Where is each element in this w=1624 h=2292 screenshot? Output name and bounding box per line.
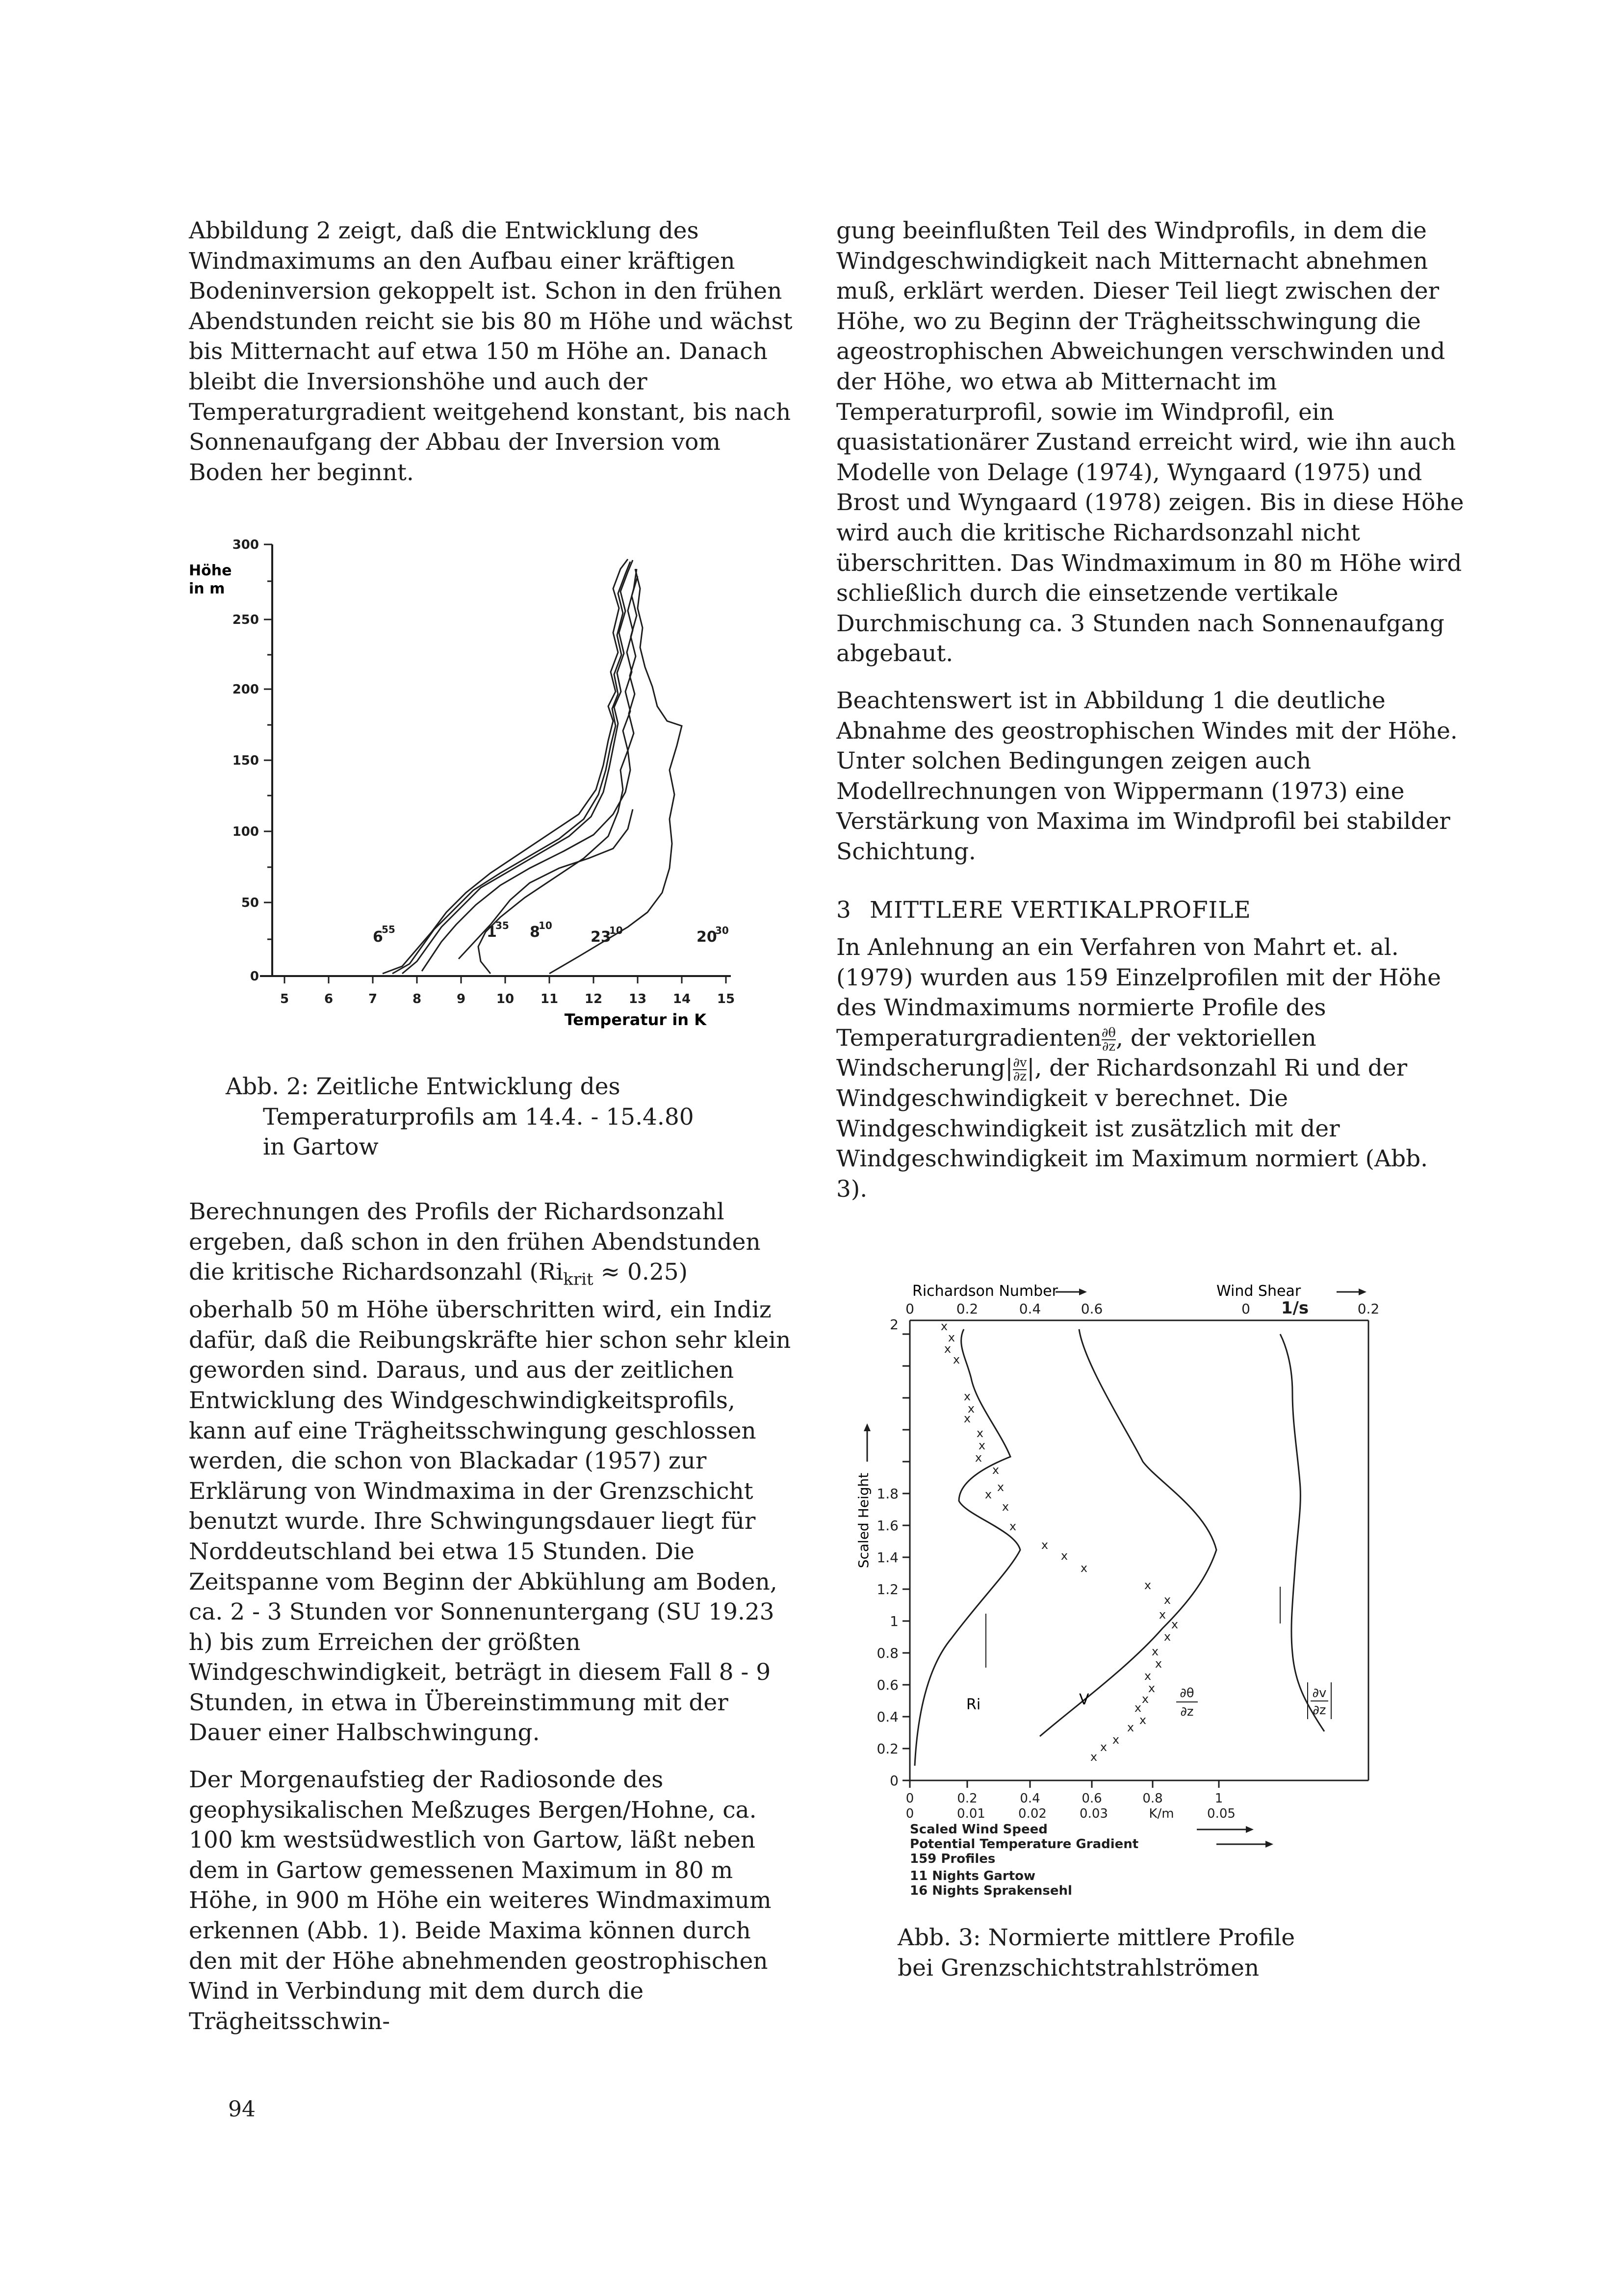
v-label: V (1079, 1691, 1089, 1708)
svg-text:x: x (1100, 1740, 1108, 1754)
dv-dz-label (1308, 1682, 1331, 1719)
section-heading (836, 895, 1464, 926)
y-tick-label: 1.4 (876, 1549, 899, 1566)
curve-label-sup: 55 (382, 924, 395, 935)
svg-text:x: x (1090, 1750, 1098, 1764)
legend-item: Potential Temperature Gradient (910, 1837, 1139, 1852)
x-tick-label: 5 (280, 992, 289, 1006)
svg-text:x: x (1002, 1500, 1009, 1514)
x-tick-label: 8 (412, 992, 422, 1006)
svg-text:x: x (1171, 1618, 1179, 1631)
svg-text:x: x (1080, 1561, 1088, 1575)
figure-3-legend-extra (910, 1869, 1302, 1908)
svg-text:x: x (1144, 1669, 1152, 1683)
caption-line: Abb. 2: Zeitliche Entwicklung des (226, 1073, 620, 1100)
paragraph: Beachtenswert ist in Abbildung 1 die deutliche Abnahme des geostrophischen Windes mit der Höhe. Unter solchen Bedingungen zeigen auch Modellrechnungen von Wippermann (1973) eine Verstärkung von Maxima im Windprofil bei stabilder Schichtung. (836, 687, 1458, 865)
caption-line: Temperaturprofils am 14.4. - 15.4.80 (263, 1103, 694, 1131)
paragraph: Der Morgenaufstieg der Radiosonde des geophysikalischen Meßzuges Bergen/Hohne, ca. 100 km westsüdwestlich von Gartow, läßt neben dem in Gartow gemessenen Maximum in 80 m Höhe, in 900 m Höhe ein weiteres Windmaximum erkennen (Abb. 1). Beide Maxima können durch den mit der Höhe abnehmenden geostrophischen Wind in Verbindung mit dem durch die Trägheitsschwin- (189, 1766, 772, 2035)
svg-text:x: x (1041, 1538, 1049, 1552)
legend-item: Scaled Wind Speed (910, 1822, 1048, 1837)
y-tick-label: 0.2 (876, 1741, 899, 1757)
y-tick-label: 200 (232, 682, 259, 697)
y-axis-label: Höhe (189, 562, 232, 579)
svg-text:∂z: ∂z (1313, 1703, 1326, 1718)
y-tick-label: 0.4 (876, 1709, 899, 1725)
svg-text:x: x (963, 1412, 971, 1425)
svg-text:x: x (1144, 1578, 1152, 1592)
top-tick-label: 0 (1241, 1301, 1250, 1317)
bottom-tick-label: 0.05 (1207, 1806, 1236, 1821)
left-column-lower (189, 1197, 797, 2036)
svg-text:∂z: ∂z (1180, 1704, 1194, 1719)
svg-text:x: x (953, 1353, 960, 1366)
svg-text:x: x (1163, 1593, 1171, 1607)
y-tick-label: 2 (890, 1316, 899, 1333)
svg-text:x: x (1139, 1713, 1147, 1727)
svg-text:x: x (967, 1402, 975, 1416)
section-number: 3 (836, 897, 851, 924)
svg-text:x: x (975, 1451, 982, 1465)
profile-2310 (478, 569, 637, 974)
svg-text:x: x (1127, 1721, 1134, 1734)
y-tick-label: 1.2 (876, 1581, 899, 1597)
x-tick-label: 7 (368, 992, 378, 1006)
y-tick-label: 250 (232, 613, 259, 627)
bottom-tick-label: 0.4 (1020, 1791, 1040, 1806)
paragraph-part: , der vektoriellen Windscherung (836, 1024, 1316, 1082)
x-tick-label: 6 (324, 992, 334, 1006)
y-tick-label: 1.6 (876, 1518, 899, 1534)
fraction-top: ∂v (1013, 1056, 1027, 1071)
curve-label: 20 (696, 928, 717, 946)
legend-item: 11 Nights Gartow (910, 1869, 1036, 1883)
x-tick-label: 13 (628, 992, 647, 1006)
svg-text:x: x (963, 1390, 971, 1403)
bottom-tick-label: 0.8 (1142, 1791, 1163, 1806)
x-tick-label: 12 (584, 992, 603, 1006)
x-tick-label: 11 (540, 992, 559, 1006)
fraction-bottom: ∂z (1013, 1069, 1027, 1084)
top-tick-label: 1/s (1281, 1298, 1309, 1318)
paragraph: In Anlehnung an ein Verfahren von Mahrt et. al. (1979) wurden aus 159 Einzelprofilen mit der Höhe des Windmaximums normierte Profile des Temperaturgradienten $\frac{\partial\theta}{\partial z}$ , der vektoriellen Windscherung| $\frac{\partial v}{\partial z}$ |, der Richardsonzahl Ri und der Windgeschwindigkeit v berechnet. Die Windgeschwindigkeit ist zusätzlich mit der Windgeschwindigkeit im Maximum normiert (Abb. 3). (836, 934, 1441, 1203)
svg-text:∂v: ∂v (1312, 1686, 1327, 1700)
svg-text:x: x (1141, 1692, 1149, 1706)
caption-line: bei Grenzschichtstrahlströmen (898, 1954, 1260, 1982)
bottom-tick-label: 0 (905, 1791, 914, 1806)
svg-text:x: x (1148, 1681, 1156, 1695)
caption-line: Abb. 3: Normierte mittlere Profile (898, 1924, 1295, 1951)
bottom-tick-label: 1 (1214, 1791, 1223, 1806)
top-tick-label: 0 (905, 1301, 914, 1317)
y-tick-label: 0.6 (876, 1677, 899, 1693)
legend-item: 159 Profiles (910, 1852, 996, 1866)
temperature-profile-plot (186, 535, 750, 1045)
svg-text:x: x (978, 1439, 986, 1452)
page-number: 94 (228, 2097, 256, 2122)
svg-text:x: x (1009, 1519, 1017, 1533)
figure-3-caption (898, 1923, 1437, 1983)
y-tick-label: 150 (232, 753, 259, 768)
svg-text:x: x (948, 1331, 955, 1344)
svg-text:x: x (1151, 1645, 1159, 1658)
scaled-profiles-plot (853, 1275, 1403, 1869)
x-tick-label: 9 (456, 992, 466, 1006)
curve-label-sup: 10 (539, 920, 552, 931)
fraction-bottom: ∂z (1102, 1039, 1115, 1054)
top-axis-label-ri: Richardson Number (912, 1283, 1058, 1300)
bottom-tick-label: K/m (1149, 1806, 1174, 1821)
curve-label-sup: 35 (495, 920, 509, 931)
x-axis-label: Temperatur in K (564, 1010, 706, 1029)
bottom-tick-label: 0.03 (1080, 1806, 1108, 1821)
curve-label: 6 (373, 928, 383, 946)
y-tick-label: 0 (890, 1773, 899, 1789)
x-tick-label: 14 (672, 992, 691, 1006)
y-tick-label: 0 (250, 969, 259, 984)
y-tick-label: 100 (232, 824, 259, 839)
profile-810 (402, 560, 633, 974)
y-tick-label: 1 (890, 1613, 899, 1629)
bottom-tick-label: 0.2 (957, 1791, 978, 1806)
paragraph-part: In Anlehnung an ein Verfahren von Mahrt et. al. (1979) wurden aus 159 Einzelprofilen mit der Höhe des Windmaximums normierte Profile des Temperaturgradienten (836, 934, 1441, 1052)
dtheta-dz-label (1176, 1686, 1198, 1719)
paragraph-part: ≈ 0.25) oberhalb 50 m Höhe überschritten wird, ein Indiz dafür, daß die Reibungskräfte hier schon sehr klein geworden sind. Daraus, und aus der zeitlichen Entwicklung des Windgeschwindigkeitsprofils, kann auf eine Trägheitsschwingung geschlossen werden, die schon von Blackadar (1957) zur Erklärung von Windmaxima in der Grenzschicht benutzt wurde. Ihre Schwingungsdauer liegt für Norddeutschland bei etwa 15 Stunden. Die Zeitspanne vom Beginn der Abkühlung am Boden, ca. 2 - 3 Stunden vor Sonnenuntergang (SU 19.23 h) bis zum Erreichen der größten Windgeschwindigkeit, beträgt in diesem Fall 8 - 9 Stunden, in etwa in Übereinstimmung mit der Dauer einer Halbschwingung. (189, 1259, 791, 1747)
profile-135 (392, 562, 630, 974)
y-axis-label: Scaled Height (855, 1472, 872, 1569)
paragraph: gung beeinflußten Teil des Windprofils, in dem die Windgeschwindigkeit nach Mitternacht abnehmen muß, erklärt werden. Dieser Teil liegt zwischen der Höhe, wo zu Beginn der Trägheitsschwingung die ageostrophischen Abweichungen verschwinden und der Höhe, wo etwa ab Mitternacht im Temperaturprofil, sowie im Windprofil, ein quasistationärer Zustand erreicht wird, wie ihn auch Modelle von Delage (1974), Wyngaard (1975) und Brost und Wyngaard (1978) zeigen. Bis in diese Höhe wird auch die kritische Richardsonzahl nicht überschritten. Das Windmaximum in 80 m Höhe wird schließlich durch die einsetzende vertikale Durchmischung ca. 3 Stunden nach Sonnenaufgang abgebaut. (836, 217, 1464, 668)
y-tick-label: 1.8 (876, 1486, 899, 1502)
svg-text:x: x (1159, 1608, 1166, 1622)
curve-label: 1 (487, 924, 497, 941)
y-tick-label: 50 (241, 896, 259, 910)
subscript: krit (563, 1269, 593, 1289)
left-column (189, 216, 797, 488)
svg-text:x: x (1163, 1630, 1171, 1644)
curve-label-sup: 30 (715, 925, 729, 936)
y-axis-label: in m (189, 580, 225, 597)
ri-label: Ri (966, 1696, 981, 1713)
top-tick-label: 0.6 (1081, 1301, 1103, 1317)
curve-label: 8 (530, 924, 540, 941)
wind-speed-curve (1040, 1329, 1216, 1736)
x-tick-label: 15 (717, 992, 735, 1006)
y-tick-label: 0.8 (876, 1645, 899, 1661)
top-tick-label: 0.2 (1357, 1301, 1380, 1317)
top-tick-label: 0.4 (1019, 1301, 1041, 1317)
y-tick-label: 300 (232, 538, 259, 552)
svg-text:x: x (1155, 1657, 1162, 1671)
right-column (836, 216, 1464, 1204)
figure-2-caption (226, 1072, 790, 1162)
curve-label-sup: 10 (609, 925, 623, 936)
paragraph-part: Berechnungen des Profils der Richardsonzahl ergeben, daß schon in den frühen Abendstunden die kritische Richardsonzahl (Ri (189, 1198, 761, 1286)
paragraph: Abbildung 2 zeigt, daß die Entwicklung des Windmaximums an den Aufbau einer kräftigen Bodeninversion gekoppelt ist. Schon in den frühen Abendstunden reicht sie bis 80 m Höhe und wächst bis Mitternacht auf etwa 150 m Höhe an. Danach bleibt die Inversionshöhe und auch der Temperaturgradient weitgehend konstant, bis nach Sonnenaufgang der Abbau der Inversion vom Boden her beginnt. (189, 217, 793, 486)
svg-text:x: x (984, 1488, 992, 1501)
svg-text:x: x (944, 1342, 952, 1356)
bottom-tick-label: 0.6 (1082, 1791, 1102, 1806)
fraction-theta (1102, 1027, 1116, 1053)
svg-text:x: x (1060, 1549, 1068, 1563)
paragraph-part: , der Richardsonzahl Ri und der Windgeschwindigkeit v berechnet. Die Windgeschwindigkeit ist zusätzlich mit der Windgeschwindigkeit im Maximum normiert (Abb. 3). (836, 1055, 1428, 1203)
bottom-tick-label: 0 (905, 1806, 914, 1821)
caption-line: in Gartow (263, 1133, 379, 1161)
fraction-v (1013, 1056, 1027, 1083)
svg-text:x: x (992, 1463, 1000, 1477)
svg-text:∂θ: ∂θ (1180, 1686, 1194, 1700)
top-tick-label: 0.2 (956, 1301, 979, 1317)
svg-text:x: x (976, 1426, 984, 1440)
figure-2 (186, 535, 750, 1045)
fraction-top: ∂θ (1101, 1025, 1116, 1040)
svg-text:x: x (1112, 1733, 1120, 1747)
figure-3 (853, 1275, 1403, 1869)
x-tick-label: 10 (496, 992, 515, 1006)
legend-item: 16 Nights Sprakensehl (910, 1883, 1072, 1898)
svg-text:x: x (1134, 1701, 1142, 1715)
profile-2030 (549, 569, 682, 974)
wind-shear-curve (1280, 1334, 1324, 1731)
profile-655 (383, 559, 628, 974)
top-axis-label-ws: Wind Shear (1216, 1283, 1301, 1300)
temperature-profiles (383, 559, 682, 974)
svg-text:x: x (997, 1480, 1005, 1494)
bottom-tick-label: 0.02 (1018, 1806, 1047, 1821)
paragraph (189, 1197, 797, 1748)
curve-label: 23 (591, 928, 611, 946)
section-title: MITTLERE VERTIKALPROFILE (870, 897, 1251, 924)
bottom-tick-label: 0.01 (957, 1806, 985, 1821)
svg-text:x: x (940, 1319, 948, 1333)
